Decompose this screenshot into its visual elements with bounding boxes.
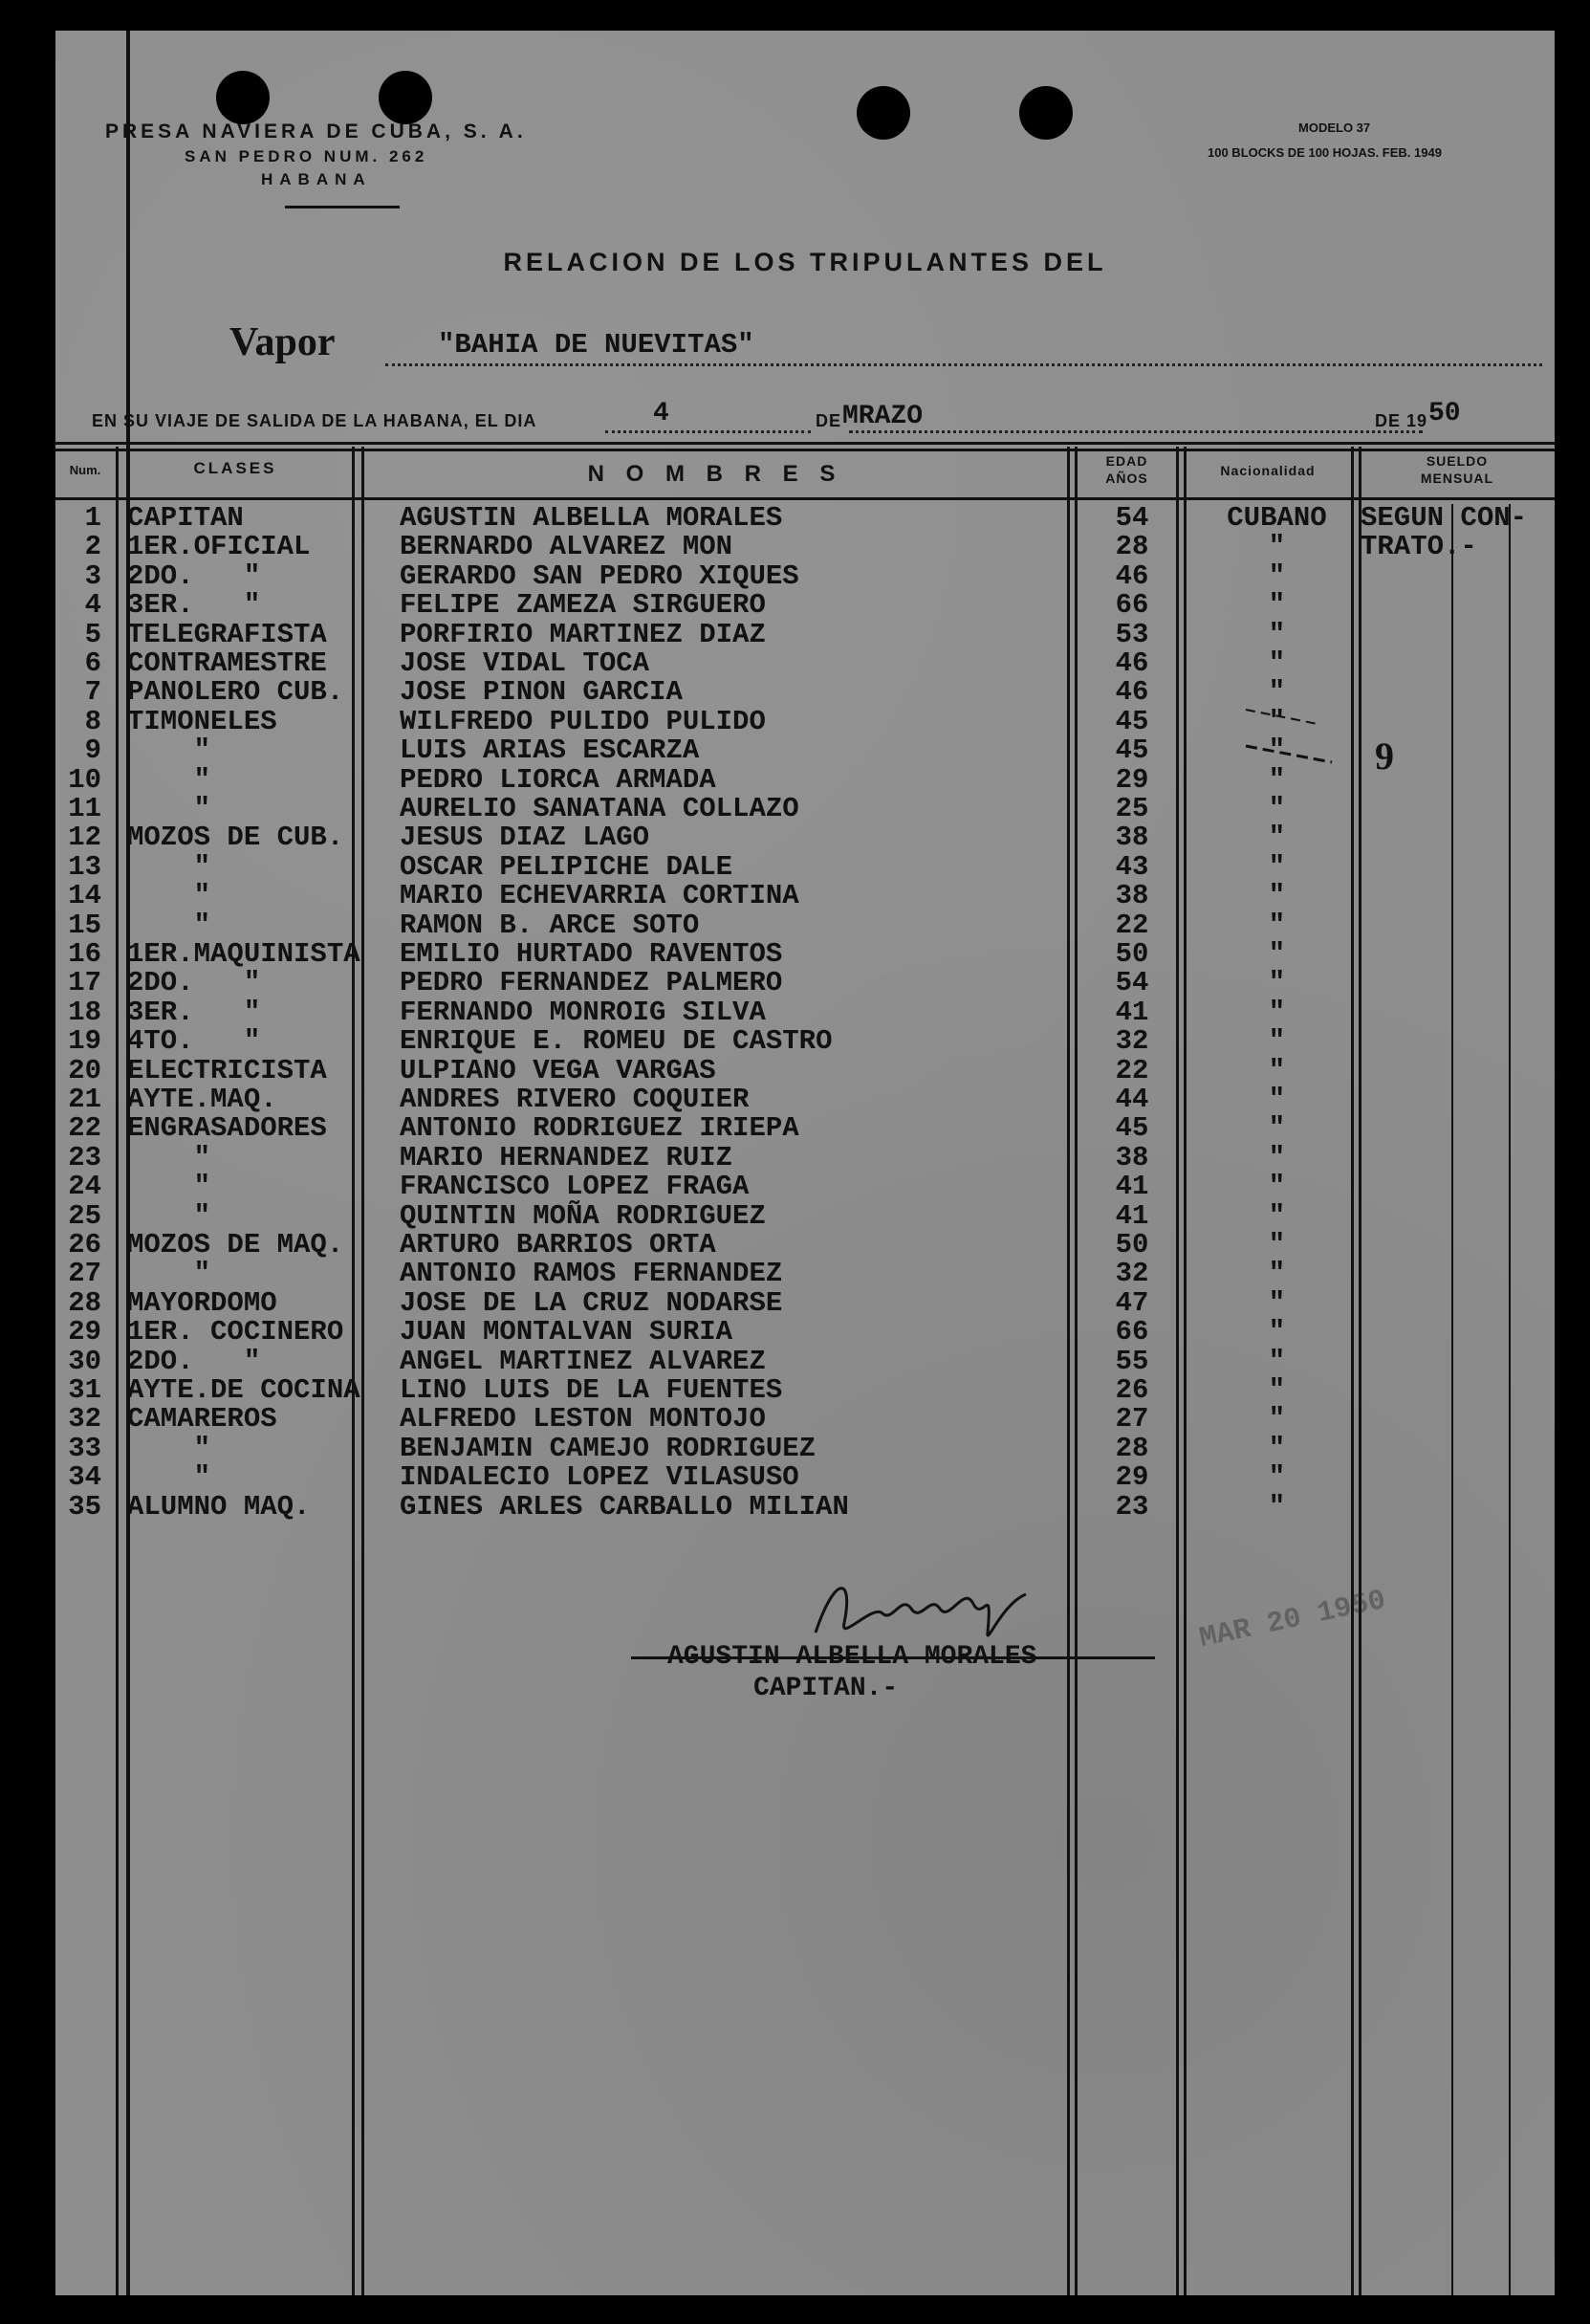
table-row (55, 559, 1555, 592)
crew-num: 29 (68, 1316, 101, 1348)
crew-num: 10 (68, 763, 101, 796)
crew-edad: 46 (1115, 559, 1149, 592)
crew-clase: " (127, 880, 211, 912)
crew-clase: " (127, 1461, 211, 1494)
crew-edad: 38 (1115, 822, 1149, 854)
punch-hole (216, 71, 270, 124)
voyage-de: DE (816, 411, 842, 430)
crew-edad: 22 (1115, 1054, 1149, 1086)
crew-clase: " (127, 1141, 211, 1173)
crew-edad: 28 (1115, 1432, 1149, 1464)
crew-edad: 41 (1115, 1199, 1149, 1232)
crew-clase: 2DO. " (127, 1345, 261, 1377)
crew-nombre: ANGEL MARTINEZ ALVAREZ (400, 1345, 766, 1377)
crew-num: 5 (84, 618, 101, 650)
crew-num: 32 (68, 1403, 101, 1436)
crew-clase: MAYORDOMO (127, 1286, 277, 1319)
crew-nombre: WILFREDO PULIDO PULIDO (400, 705, 766, 737)
crew-clase: " (127, 734, 211, 767)
crew-clase: CAMAREROS (127, 1403, 277, 1436)
table-row (55, 1054, 1555, 1086)
dotted-rule (385, 363, 1542, 366)
page-title: RELACION DE LOS TRIPULANTES DEL (503, 248, 1107, 276)
crew-nombre: RAMON B. ARCE SOTO (400, 909, 700, 941)
crew-num: 2 (84, 531, 101, 563)
crew-edad: 66 (1115, 1316, 1149, 1348)
crew-clase: " (127, 1258, 211, 1290)
crew-nombre: OSCAR PELIPICHE DALE (400, 850, 733, 883)
crew-nombre: MARIO HERNANDEZ RUIZ (400, 1141, 733, 1173)
column-header-mensual: MENSUAL (1420, 471, 1494, 486)
crew-nacionalidad: " (1268, 880, 1286, 912)
crew-nombre: JESUS DIAZ LAGO (400, 822, 650, 854)
crew-clase: " (127, 850, 211, 883)
crew-num: 35 (68, 1490, 101, 1523)
crew-nacionalidad: " (1268, 1025, 1286, 1058)
crew-num: 18 (68, 996, 101, 1028)
crew-clase: ALUMNO MAQ. (127, 1490, 311, 1523)
crew-edad: 54 (1115, 502, 1149, 534)
table-row (55, 1405, 1555, 1434)
crew-clase: " (127, 1171, 211, 1203)
crew-nacionalidad: " (1268, 1345, 1286, 1377)
crew-sueldo: SEGUN CON- (1361, 502, 1528, 534)
crew-nacionalidad: " (1268, 793, 1286, 824)
table-row (55, 795, 1555, 823)
crew-nacionalidad: " (1268, 705, 1286, 737)
crew-edad: 22 (1115, 909, 1149, 941)
crew-clase: 1ER.MAQUINISTA (127, 938, 360, 970)
table-row (55, 1318, 1555, 1347)
crew-nacionalidad: " (1268, 1229, 1286, 1261)
crew-num: 19 (68, 1025, 101, 1058)
crew-clase: CONTRAMESTRE (127, 647, 327, 679)
dotted-rule (605, 430, 811, 433)
crew-nacionalidad: CUBANO (1227, 502, 1327, 534)
table-row (55, 1141, 1555, 1173)
crew-clase: " (127, 1199, 211, 1232)
table-rule (55, 442, 1555, 445)
crew-edad: 47 (1115, 1286, 1149, 1319)
table-row (55, 1027, 1555, 1056)
crew-nacionalidad: " (1268, 734, 1286, 767)
punch-hole (1019, 86, 1073, 140)
table-row (55, 850, 1555, 883)
crew-nombre: PEDRO LIORCA ARMADA (400, 763, 716, 796)
crew-nacionalidad: " (1268, 1171, 1286, 1203)
crew-edad: 29 (1115, 763, 1149, 796)
table-row (55, 533, 1555, 561)
crew-clase: TIMONELES (127, 705, 277, 737)
crew-num: 30 (68, 1345, 101, 1377)
divider (285, 206, 400, 208)
crew-nombre: GERARDO SAN PEDRO XIQUES (400, 559, 799, 592)
crew-num: 26 (68, 1229, 101, 1261)
crew-clase: ENGRASADORES (127, 1112, 327, 1145)
column-header-nombres: N O M B R E S (587, 461, 843, 487)
crew-edad: 44 (1115, 1084, 1149, 1115)
crew-nombre: PEDRO FERNANDEZ PALMERO (400, 967, 783, 999)
voyage-month: MRAZO (842, 402, 924, 431)
crew-edad: 43 (1115, 850, 1149, 883)
table-row (55, 763, 1555, 796)
table-row (55, 911, 1555, 940)
crew-nacionalidad: " (1268, 850, 1286, 883)
crew-edad: 54 (1115, 967, 1149, 999)
crew-nombre: MARIO ECHEVARRIA CORTINA (400, 880, 799, 912)
crew-clase: AYTE.MAQ. (127, 1084, 277, 1115)
table-rule (55, 497, 1555, 500)
table-row (55, 1231, 1555, 1260)
crew-clase: 1ER.OFICIAL (127, 531, 311, 563)
crew-nacionalidad: " (1268, 1316, 1286, 1348)
crew-nombre: AURELIO SANATANA COLLAZO (400, 793, 799, 824)
crew-nombre: JOSE DE LA CRUZ NODARSE (400, 1286, 783, 1319)
crew-clase: PANOLERO CUB. (127, 676, 344, 709)
crew-nombre: JOSE PINON GARCIA (400, 676, 683, 709)
crew-nacionalidad: " (1268, 1054, 1286, 1086)
crew-num: 13 (68, 850, 101, 883)
pen-marks (1241, 700, 1384, 767)
table-row (55, 882, 1555, 910)
voyage-year-prefix: DE 19 (1375, 411, 1428, 430)
table-row (55, 591, 1555, 620)
crew-nombre: ANDRES RIVERO COQUIER (400, 1084, 750, 1115)
table-row (55, 969, 1555, 998)
voyage-day: 4 (653, 399, 669, 428)
crew-nacionalidad: " (1268, 763, 1286, 796)
column-header-anos: AÑOS (1105, 471, 1148, 486)
crew-edad: 29 (1115, 1461, 1149, 1494)
crew-num: 15 (68, 909, 101, 941)
column-header-sueldo: SUELDO (1426, 453, 1489, 469)
crew-edad: 46 (1115, 647, 1149, 679)
crew-num: 11 (68, 793, 101, 824)
crew-clase: " (127, 763, 211, 796)
crew-nacionalidad: " (1268, 1403, 1286, 1436)
crew-nacionalidad: " (1268, 1141, 1286, 1173)
crew-nacionalidad: " (1268, 1258, 1286, 1290)
crew-edad: 26 (1115, 1374, 1149, 1406)
form-model: MODELO 37 (1298, 121, 1371, 135)
crew-nacionalidad: " (1268, 618, 1286, 650)
crew-nacionalidad: " (1268, 531, 1286, 563)
crew-nacionalidad: " (1268, 1374, 1286, 1406)
table-row (55, 504, 1555, 533)
crew-clase: 3ER. " (127, 589, 261, 622)
crew-nombre: AGUSTIN ALBELLA MORALES (400, 502, 783, 534)
crew-clase: 2DO. " (127, 967, 261, 999)
voyage-prefix: EN SU VIAJE DE SALIDA DE LA HABANA, EL DIA (92, 411, 537, 430)
column-header-clases: CLASES (193, 459, 277, 477)
crew-edad: 23 (1115, 1490, 1149, 1523)
crew-num: 12 (68, 822, 101, 854)
crew-nacionalidad: " (1268, 1490, 1286, 1523)
crew-nombre: EMILIO HURTADO RAVENTOS (400, 938, 783, 970)
table-row (55, 1463, 1555, 1492)
crew-nombre: ARTURO BARRIOS ORTA (400, 1229, 716, 1261)
crew-edad: 50 (1115, 1229, 1149, 1261)
crew-edad: 45 (1115, 705, 1149, 737)
table-row (55, 1432, 1555, 1464)
crew-nacionalidad: " (1268, 822, 1286, 854)
table-row (55, 1345, 1555, 1377)
crew-nombre: BENJAMIN CAMEJO RODRIGUEZ (400, 1432, 817, 1464)
crew-nacionalidad: " (1268, 967, 1286, 999)
document-page (55, 31, 1555, 2295)
table-row (55, 1260, 1555, 1288)
crew-nombre: INDALECIO LOPEZ VILASUSO (400, 1461, 799, 1494)
table-row (55, 1199, 1555, 1232)
crew-num: 22 (68, 1112, 101, 1145)
crew-edad: 27 (1115, 1403, 1149, 1436)
crew-clase: 2DO. " (127, 559, 261, 592)
crew-nombre: PORFIRIO MARTINEZ DIAZ (400, 618, 766, 650)
table-row (55, 618, 1555, 650)
crew-nombre: JOSE VIDAL TOCA (400, 647, 650, 679)
crew-nombre: LINO LUIS DE LA FUENTES (400, 1374, 783, 1406)
crew-num: 24 (68, 1171, 101, 1203)
crew-edad: 38 (1115, 1141, 1149, 1173)
column-header-nacionalidad: Nacionalidad (1220, 463, 1316, 478)
column-header-num: Num. (69, 463, 101, 477)
crew-num: 33 (68, 1432, 101, 1464)
crew-edad: 46 (1115, 676, 1149, 709)
punch-hole (379, 71, 432, 124)
crew-num: 21 (68, 1084, 101, 1115)
crew-num: 25 (68, 1199, 101, 1232)
crew-num: 7 (84, 676, 101, 709)
crew-edad: 53 (1115, 618, 1149, 650)
handwritten-annotation: 9 (1375, 734, 1394, 778)
crew-edad: 66 (1115, 589, 1149, 622)
crew-nacionalidad: " (1268, 589, 1286, 622)
crew-nacionalidad: " (1268, 938, 1286, 970)
crew-clase: 4TO. " (127, 1025, 261, 1058)
crew-num: 8 (84, 705, 101, 737)
crew-edad: 45 (1115, 734, 1149, 767)
crew-num: 17 (68, 967, 101, 999)
crew-clase: AYTE.DE COCINA (127, 1374, 360, 1406)
company-city: HABANA (261, 170, 372, 188)
crew-edad: 55 (1115, 1345, 1149, 1377)
crew-clase: " (127, 1432, 211, 1464)
crew-nacionalidad: " (1268, 647, 1286, 679)
crew-num: 16 (68, 938, 101, 970)
table-row (55, 998, 1555, 1027)
handwritten-signature (796, 1566, 1083, 1652)
table-row (55, 1173, 1555, 1201)
crew-edad: 45 (1115, 1112, 1149, 1145)
crew-nombre: QUINTIN MOÑA RODRIGUEZ (400, 1199, 766, 1232)
voyage-year: 50 (1428, 399, 1461, 428)
crew-nombre: FRANCISCO LOPEZ FRAGA (400, 1171, 750, 1203)
crew-num: 14 (68, 880, 101, 912)
table-row (55, 1286, 1555, 1319)
table-row (55, 1376, 1555, 1405)
crew-num: 28 (68, 1286, 101, 1319)
table-rule (55, 449, 1555, 451)
crew-clase: " (127, 909, 211, 941)
crew-nacionalidad: " (1268, 909, 1286, 941)
crew-num: 9 (84, 734, 101, 767)
dotted-rule (849, 430, 1423, 433)
table-row (55, 940, 1555, 969)
punch-hole (857, 86, 910, 140)
crew-nacionalidad: " (1268, 1084, 1286, 1115)
table-row (55, 1085, 1555, 1114)
crew-nacionalidad: " (1268, 1461, 1286, 1494)
table-row (55, 1490, 1555, 1523)
crew-edad: 41 (1115, 1171, 1149, 1203)
crew-edad: 50 (1115, 938, 1149, 970)
crew-num: 34 (68, 1461, 101, 1494)
crew-nombre: GINES ARLES CARBALLO MILIAN (400, 1490, 849, 1523)
crew-clase: MOZOS DE CUB. (127, 822, 344, 854)
crew-nombre: FERNANDO MONROIG SILVA (400, 996, 766, 1028)
crew-nombre: LUIS ARIAS ESCARZA (400, 734, 700, 767)
crew-edad: 41 (1115, 996, 1149, 1028)
crew-nombre: ANTONIO RODRIGUEZ IRIEPA (400, 1112, 799, 1145)
table-row (55, 649, 1555, 678)
crew-num: 1 (84, 502, 101, 534)
crew-nacionalidad: " (1268, 1286, 1286, 1319)
crew-nacionalidad: " (1268, 996, 1286, 1028)
crew-nacionalidad: " (1268, 1112, 1286, 1145)
crew-nombre: ANTONIO RAMOS FERNANDEZ (400, 1258, 783, 1290)
crew-clase: " (127, 793, 211, 824)
crew-nacionalidad: " (1268, 1199, 1286, 1232)
crew-nombre: FELIPE ZAMEZA SIRGUERO (400, 589, 766, 622)
crew-num: 6 (84, 647, 101, 679)
company-address: SAN PEDRO NUM. 262 (185, 147, 428, 165)
crew-edad: 25 (1115, 793, 1149, 824)
crew-edad: 32 (1115, 1258, 1149, 1290)
crew-num: 4 (84, 589, 101, 622)
crew-clase: MOZOS DE MAQ. (127, 1229, 344, 1261)
crew-nombre: ULPIANO VEGA VARGAS (400, 1054, 716, 1086)
crew-clase: TELEGRAFISTA (127, 618, 327, 650)
crew-edad: 28 (1115, 531, 1149, 563)
crew-num: 27 (68, 1258, 101, 1290)
crew-num: 20 (68, 1054, 101, 1086)
crew-nacionalidad: " (1268, 559, 1286, 592)
crew-num: 3 (84, 559, 101, 592)
crew-sueldo: TRATO.- (1361, 531, 1477, 563)
crew-clase: CAPITAN (127, 502, 244, 534)
crew-nacionalidad: " (1268, 676, 1286, 709)
column-header-edad: EDAD (1105, 453, 1148, 469)
vessel-name: "BAHIA DE NUEVITAS" (438, 329, 754, 361)
crew-nombre: BERNARDO ALVAREZ MON (400, 531, 733, 563)
crew-edad: 32 (1115, 1025, 1149, 1058)
crew-nombre: ENRIQUE E. ROMEU DE CASTRO (400, 1025, 833, 1058)
crew-num: 31 (68, 1374, 101, 1406)
signatory-title: CAPITAN.- (753, 1674, 899, 1703)
crew-nombre: ALFREDO LESTON MONTOJO (400, 1403, 766, 1436)
crew-nombre: JUAN MONTALVAN SURIA (400, 1316, 733, 1348)
crew-clase: 3ER. " (127, 996, 261, 1028)
received-stamp: MAR 20 1950 (1196, 1584, 1389, 1656)
form-print-run: 100 BLOCKS DE 100 HOJAS. FEB. 1949 (1208, 145, 1442, 160)
crew-clase: 1ER. COCINERO (127, 1316, 344, 1348)
table-row (55, 1114, 1555, 1143)
signatory-name: AGUSTIN ALBELLA MORALES (667, 1642, 1037, 1672)
crew-edad: 38 (1115, 880, 1149, 912)
table-row (55, 823, 1555, 852)
company-name: PRESA NAVIERA DE CUBA, S. A. (105, 121, 527, 143)
crew-nacionalidad: " (1268, 1432, 1286, 1464)
crew-num: 23 (68, 1141, 101, 1173)
crew-clase: ELECTRICISTA (127, 1054, 327, 1086)
vessel-label: Vapor (229, 320, 336, 364)
